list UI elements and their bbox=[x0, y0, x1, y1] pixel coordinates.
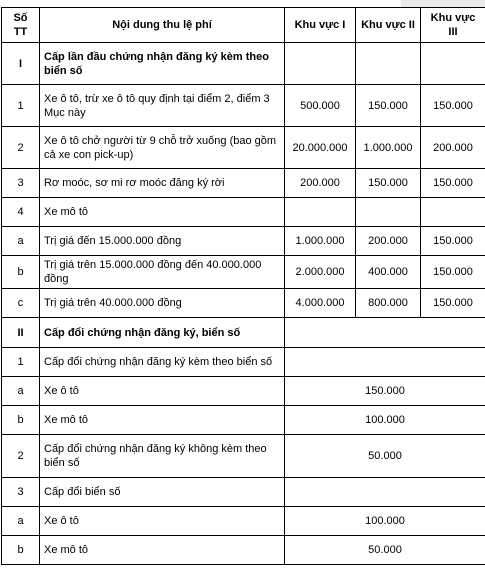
table-row bbox=[2, 478, 485, 507]
table-row bbox=[2, 127, 485, 169]
fee-description: Xe mô tô bbox=[40, 536, 285, 565]
fee-description: Cấp lần đầu chứng nhận đăng ký kèm theo biển số bbox=[40, 43, 285, 85]
fee-region-3 bbox=[421, 198, 485, 227]
fee-description: Xe ô tô chở người từ 9 chỗ trở xuống (bao gồm cả xe con pick-up) bbox=[40, 127, 285, 169]
row-number: b bbox=[2, 536, 40, 565]
fee-region-2: 400.000 bbox=[356, 256, 421, 289]
table-row bbox=[2, 435, 485, 478]
fee-table bbox=[1, 7, 485, 565]
fee-description: Xe mô tô bbox=[40, 198, 285, 227]
row-number: 1 bbox=[2, 348, 40, 377]
header-row bbox=[2, 8, 485, 43]
fee-region-3: 150.000 bbox=[421, 227, 485, 256]
fee-region-1 bbox=[285, 43, 356, 85]
table-row bbox=[2, 507, 485, 536]
fee-region-1: 20.000.000 bbox=[285, 127, 356, 169]
fee-all-regions bbox=[285, 318, 485, 348]
fee-region-3: 150.000 bbox=[421, 169, 485, 198]
fee-region-2: 1.000.000 bbox=[356, 127, 421, 169]
row-number: a bbox=[2, 377, 40, 406]
fee-region-1: 2.000.000 bbox=[285, 256, 356, 289]
table-row bbox=[2, 348, 485, 377]
row-number: 2 bbox=[2, 435, 40, 478]
fee-description: Xe mô tô bbox=[40, 406, 285, 435]
row-number: 4 bbox=[2, 198, 40, 227]
row-number: 1 bbox=[2, 85, 40, 127]
table-row bbox=[2, 256, 485, 289]
fee-description: Cấp đổi chứng nhận đăng ký, biển số bbox=[40, 318, 285, 348]
row-number: II bbox=[2, 318, 40, 348]
row-number: c bbox=[2, 289, 40, 318]
fee-region-2 bbox=[356, 43, 421, 85]
table-row bbox=[2, 377, 485, 406]
fee-region-2: 800.000 bbox=[356, 289, 421, 318]
table-row bbox=[2, 289, 485, 318]
fee-region-3: 150.000 bbox=[421, 85, 485, 127]
table-row bbox=[2, 406, 485, 435]
table-body bbox=[2, 43, 485, 565]
fee-region-3: 150.000 bbox=[421, 256, 485, 289]
fee-all-regions bbox=[285, 478, 485, 507]
row-number: b bbox=[2, 256, 40, 289]
header-region-2: Khu vực II bbox=[356, 8, 421, 43]
row-number: 2 bbox=[2, 127, 40, 169]
fee-description: Rơ moóc, sơ mi rơ moóc đăng ký rời bbox=[40, 169, 285, 198]
header-region-3: Khu vực III bbox=[421, 8, 485, 43]
fee-all-regions: 50.000 bbox=[285, 536, 485, 565]
fee-region-2: 200.000 bbox=[356, 227, 421, 256]
fee-description: Cấp đổi biển số bbox=[40, 478, 285, 507]
fee-description: Xe ô tô bbox=[40, 507, 285, 536]
table-row bbox=[2, 43, 485, 85]
fee-description: Trị giá trên 15.000.000 đồng đến 40.000.000 đồng bbox=[40, 256, 285, 289]
fee-region-1 bbox=[285, 198, 356, 227]
row-number: 3 bbox=[2, 169, 40, 198]
fee-region-1: 200.000 bbox=[285, 169, 356, 198]
fee-all-regions: 50.000 bbox=[285, 435, 485, 478]
header-stt: Số TT bbox=[2, 8, 40, 43]
fee-region-1: 1.000.000 bbox=[285, 227, 356, 256]
fee-all-regions: 100.000 bbox=[285, 406, 485, 435]
fee-all-regions: 150.000 bbox=[285, 377, 485, 406]
table-row bbox=[2, 85, 485, 127]
fee-region-1: 4.000.000 bbox=[285, 289, 356, 318]
fee-all-regions bbox=[285, 348, 485, 377]
fee-region-2 bbox=[356, 198, 421, 227]
table-row bbox=[2, 536, 485, 565]
row-number: b bbox=[2, 406, 40, 435]
table-row bbox=[2, 198, 485, 227]
row-number: I bbox=[2, 43, 40, 85]
fee-region-2: 150.000 bbox=[356, 85, 421, 127]
row-number: a bbox=[2, 227, 40, 256]
header-content: Nội dung thu lệ phí bbox=[40, 8, 285, 43]
table-row bbox=[2, 169, 485, 198]
table-row bbox=[2, 227, 485, 256]
fee-description: Trị giá trên 40.000.000 đồng bbox=[40, 289, 285, 318]
fee-all-regions: 100.000 bbox=[285, 507, 485, 536]
fee-description: Xe ô tô bbox=[40, 377, 285, 406]
fee-region-2: 150.000 bbox=[356, 169, 421, 198]
row-number: a bbox=[2, 507, 40, 536]
header-region-1: Khu vực I bbox=[285, 8, 356, 43]
fee-region-3: 200.000 bbox=[421, 127, 485, 169]
fee-description: Cấp đổi chứng nhận đăng ký kèm theo biển số bbox=[40, 348, 285, 377]
fee-description: Trị giá đến 15.000.000 đồng bbox=[40, 227, 285, 256]
fee-region-3: 150.000 bbox=[421, 289, 485, 318]
row-number: 3 bbox=[2, 478, 40, 507]
fee-region-1: 500.000 bbox=[285, 85, 356, 127]
fee-description: Xe ô tô, trừ xe ô tô quy định tại điểm 2, điểm 3 Mục này bbox=[40, 85, 285, 127]
fee-description: Cấp đổi chứng nhận đăng ký không kèm theo biển số bbox=[40, 435, 285, 478]
fee-region-3 bbox=[421, 43, 485, 85]
table-row bbox=[2, 318, 485, 348]
